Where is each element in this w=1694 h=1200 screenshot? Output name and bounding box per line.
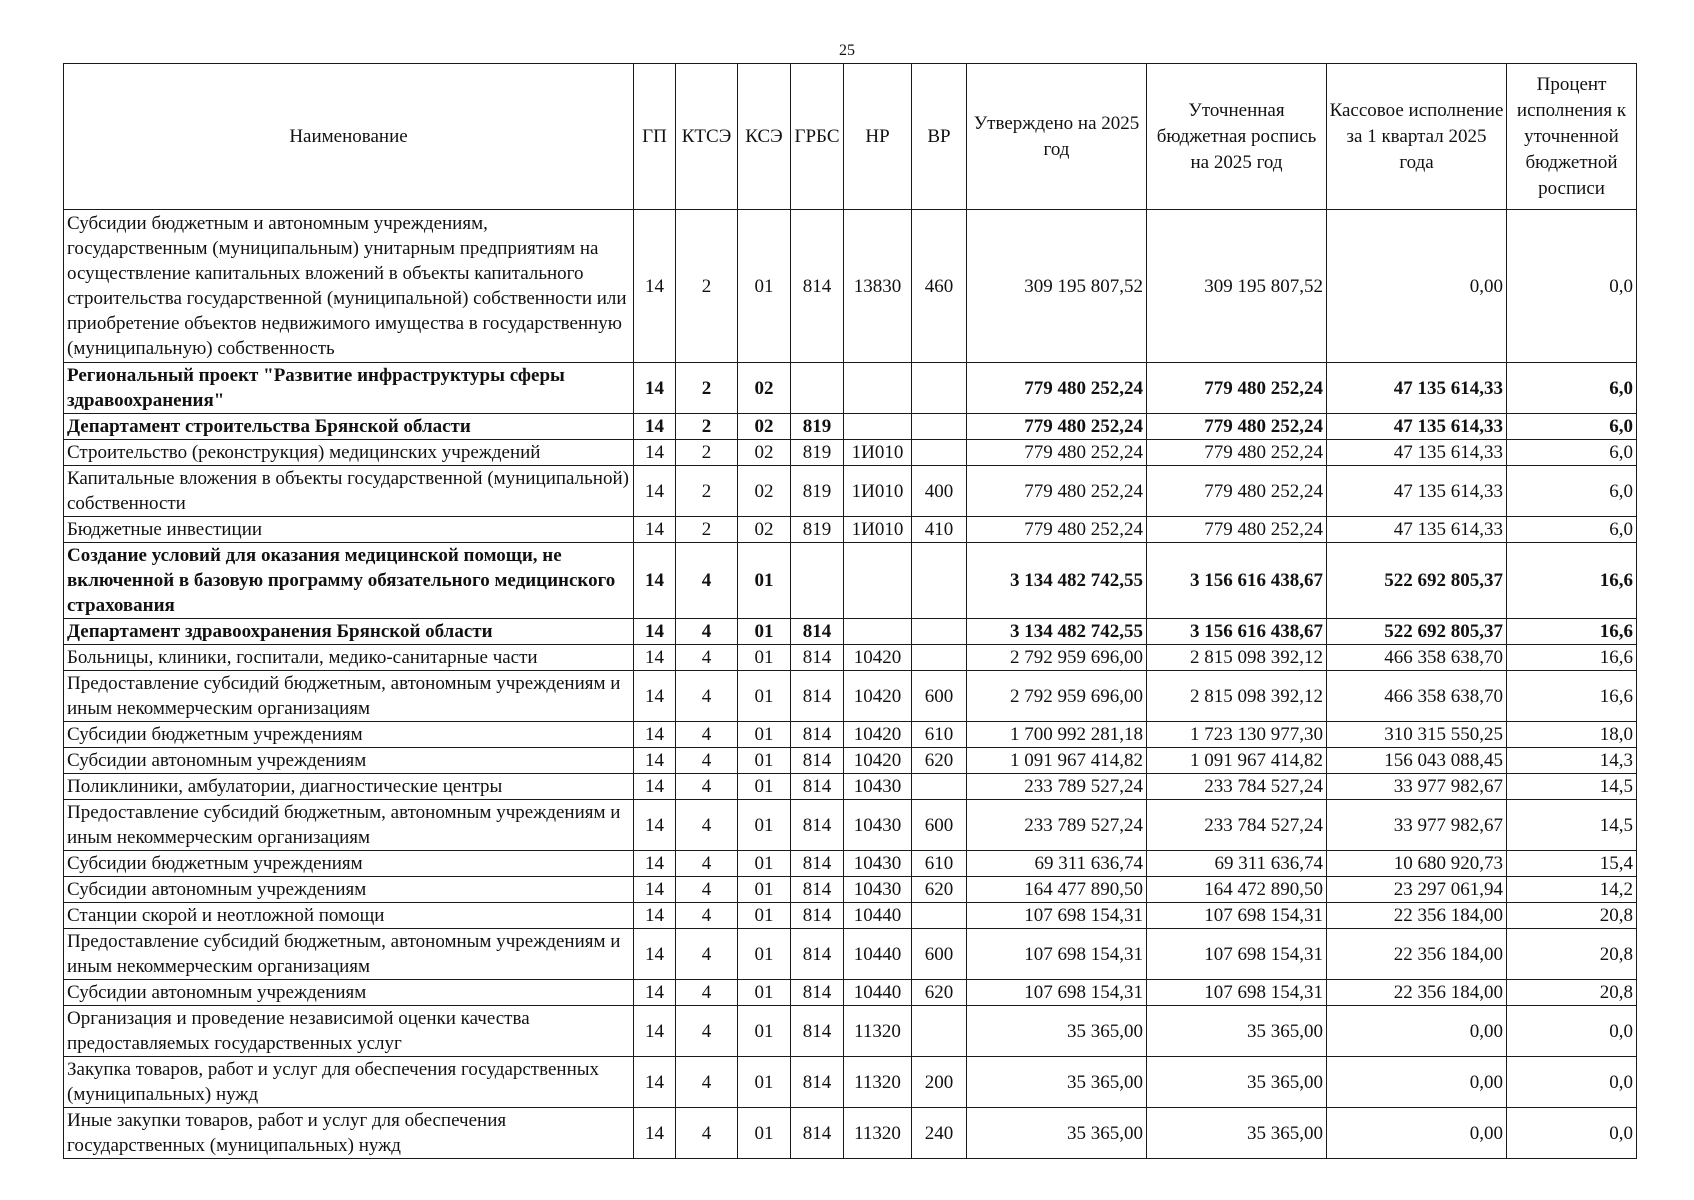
cell-gp: 14 <box>634 1006 676 1057</box>
cell-gp: 14 <box>634 722 676 748</box>
cell-refined: 233 784 527,24 <box>1147 800 1327 851</box>
cell-percent: 18,0 <box>1507 722 1637 748</box>
cell-refined: 2 815 098 392,12 <box>1147 645 1327 671</box>
cell-approved: 779 480 252,24 <box>967 363 1147 414</box>
cell-name: Региональный проект "Развитие инфраструктуры сферы здравоохранения" <box>64 363 634 414</box>
cell-vr: 600 <box>912 929 967 980</box>
cell-approved: 35 365,00 <box>967 1006 1147 1057</box>
cell-refined: 1 723 130 977,30 <box>1147 722 1327 748</box>
table-row <box>64 363 1637 414</box>
cell-approved: 107 698 154,31 <box>967 903 1147 929</box>
cell-approved: 1 700 992 281,18 <box>967 722 1147 748</box>
header-cash: Кассовое исполнение за 1 квартал 2025 года <box>1327 64 1507 210</box>
cell-approved: 779 480 252,24 <box>967 440 1147 466</box>
header-vr: ВР <box>912 64 967 210</box>
cell-cash: 33 977 982,67 <box>1327 800 1507 851</box>
cell-percent: 20,8 <box>1507 929 1637 980</box>
cell-percent: 16,6 <box>1507 671 1637 722</box>
cell-ktse: 4 <box>676 619 738 645</box>
table-row <box>64 1057 1637 1108</box>
cell-gp: 14 <box>634 543 676 619</box>
header-gp: ГП <box>634 64 676 210</box>
cell-vr <box>912 1006 967 1057</box>
cell-cash: 47 135 614,33 <box>1327 414 1507 440</box>
cell-gp: 14 <box>634 466 676 517</box>
cell-grbs: 814 <box>791 1108 844 1159</box>
cell-kse: 01 <box>738 1057 791 1108</box>
cell-grbs: 814 <box>791 645 844 671</box>
cell-name: Поликлиники, амбулатории, диагностические центры <box>64 774 634 800</box>
cell-percent: 20,8 <box>1507 980 1637 1006</box>
cell-name: Создание условий для оказания медицинской помощи, не включенной в базовую программу обязательного медицинского страхования <box>64 543 634 619</box>
cell-grbs: 814 <box>791 903 844 929</box>
cell-refined: 69 311 636,74 <box>1147 851 1327 877</box>
table-row <box>64 671 1637 722</box>
cell-cash: 47 135 614,33 <box>1327 363 1507 414</box>
cell-refined: 107 698 154,31 <box>1147 980 1327 1006</box>
table-row <box>64 619 1637 645</box>
cell-name: Предоставление субсидий бюджетным, автономным учреждениям и иным некоммерческим организациям <box>64 671 634 722</box>
cell-gp: 14 <box>634 440 676 466</box>
cell-gp: 14 <box>634 748 676 774</box>
header-refined: Уточненная бюджетная роспись на 2025 год <box>1147 64 1327 210</box>
cell-refined: 2 815 098 392,12 <box>1147 671 1327 722</box>
cell-ktse: 4 <box>676 722 738 748</box>
cell-percent: 14,5 <box>1507 800 1637 851</box>
cell-gp: 14 <box>634 929 676 980</box>
cell-gp: 14 <box>634 980 676 1006</box>
cell-gp: 14 <box>634 363 676 414</box>
cell-vr <box>912 645 967 671</box>
cell-cash: 522 692 805,37 <box>1327 619 1507 645</box>
cell-cash: 466 358 638,70 <box>1327 645 1507 671</box>
cell-ktse: 4 <box>676 748 738 774</box>
cell-approved: 1 091 967 414,82 <box>967 748 1147 774</box>
table-row <box>64 748 1637 774</box>
cell-approved: 2 792 959 696,00 <box>967 671 1147 722</box>
cell-refined: 1 091 967 414,82 <box>1147 748 1327 774</box>
cell-refined: 107 698 154,31 <box>1147 903 1327 929</box>
cell-vr: 600 <box>912 671 967 722</box>
cell-name: Бюджетные инвестиции <box>64 517 634 543</box>
header-nr: НР <box>844 64 912 210</box>
cell-gp: 14 <box>634 210 676 363</box>
cell-refined: 779 480 252,24 <box>1147 414 1327 440</box>
cell-ktse: 2 <box>676 466 738 517</box>
cell-gp: 14 <box>634 851 676 877</box>
cell-vr <box>912 903 967 929</box>
cell-ktse: 2 <box>676 517 738 543</box>
cell-vr: 240 <box>912 1108 967 1159</box>
cell-percent: 0,0 <box>1507 1108 1637 1159</box>
cell-refined: 309 195 807,52 <box>1147 210 1327 363</box>
cell-nr: 10420 <box>844 645 912 671</box>
cell-nr <box>844 363 912 414</box>
cell-vr: 610 <box>912 722 967 748</box>
cell-grbs: 814 <box>791 800 844 851</box>
cell-approved: 2 792 959 696,00 <box>967 645 1147 671</box>
cell-gp: 14 <box>634 619 676 645</box>
cell-nr: 10440 <box>844 903 912 929</box>
table-row <box>64 517 1637 543</box>
cell-percent: 6,0 <box>1507 466 1637 517</box>
cell-vr <box>912 414 967 440</box>
cell-grbs: 814 <box>791 210 844 363</box>
cell-grbs: 814 <box>791 851 844 877</box>
table-row <box>64 440 1637 466</box>
cell-cash: 310 315 550,25 <box>1327 722 1507 748</box>
cell-kse: 01 <box>738 543 791 619</box>
cell-grbs: 814 <box>791 619 844 645</box>
table-row <box>64 903 1637 929</box>
cell-approved: 779 480 252,24 <box>967 517 1147 543</box>
cell-kse: 01 <box>738 851 791 877</box>
cell-nr: 10430 <box>844 877 912 903</box>
cell-refined: 35 365,00 <box>1147 1057 1327 1108</box>
cell-nr: 10420 <box>844 671 912 722</box>
cell-cash: 522 692 805,37 <box>1327 543 1507 619</box>
table-row <box>64 722 1637 748</box>
cell-cash: 0,00 <box>1327 210 1507 363</box>
cell-name: Субсидии автономным учреждениям <box>64 980 634 1006</box>
cell-percent: 0,0 <box>1507 210 1637 363</box>
cell-approved: 3 134 482 742,55 <box>967 619 1147 645</box>
cell-approved: 164 477 890,50 <box>967 877 1147 903</box>
cell-gp: 14 <box>634 1108 676 1159</box>
cell-nr: 10420 <box>844 722 912 748</box>
cell-vr: 200 <box>912 1057 967 1108</box>
table-row <box>64 1108 1637 1159</box>
cell-refined: 35 365,00 <box>1147 1006 1327 1057</box>
cell-kse: 01 <box>738 748 791 774</box>
cell-grbs: 819 <box>791 517 844 543</box>
cell-ktse: 2 <box>676 440 738 466</box>
cell-refined: 779 480 252,24 <box>1147 440 1327 466</box>
cell-grbs: 814 <box>791 1006 844 1057</box>
cell-vr: 410 <box>912 517 967 543</box>
table-row <box>64 851 1637 877</box>
cell-kse: 01 <box>738 1108 791 1159</box>
cell-nr: 11320 <box>844 1006 912 1057</box>
cell-name: Субсидии бюджетным и автономным учреждениям, государственным (муниципальным) унитарным предприятиям на осуществление капитальных вложений в объекты капитального строительства государственной (муниципальной) собственности или приобретение объектов недвижимого имущества в государственную (муниципальную) собственность <box>64 210 634 363</box>
header-percent: Процент исполнения к уточненной бюджетной росписи <box>1507 64 1637 210</box>
cell-approved: 309 195 807,52 <box>967 210 1147 363</box>
cell-ktse: 2 <box>676 363 738 414</box>
cell-name: Субсидии автономным учреждениям <box>64 748 634 774</box>
cell-vr <box>912 363 967 414</box>
cell-ktse: 4 <box>676 1006 738 1057</box>
cell-vr <box>912 543 967 619</box>
cell-gp: 14 <box>634 800 676 851</box>
cell-nr: 10430 <box>844 800 912 851</box>
cell-vr: 610 <box>912 851 967 877</box>
cell-refined: 3 156 616 438,67 <box>1147 619 1327 645</box>
cell-refined: 35 365,00 <box>1147 1108 1327 1159</box>
cell-approved: 779 480 252,24 <box>967 414 1147 440</box>
cell-percent: 14,3 <box>1507 748 1637 774</box>
page-number: 25 <box>839 42 855 59</box>
cell-nr: 10430 <box>844 851 912 877</box>
cell-kse: 01 <box>738 800 791 851</box>
cell-cash: 10 680 920,73 <box>1327 851 1507 877</box>
cell-cash: 23 297 061,94 <box>1327 877 1507 903</box>
cell-name: Закупка товаров, работ и услуг для обеспечения государственных (муниципальных) нужд <box>64 1057 634 1108</box>
cell-kse: 01 <box>738 1006 791 1057</box>
cell-name: Предоставление субсидий бюджетным, автономным учреждениям и иным некоммерческим организациям <box>64 929 634 980</box>
cell-ktse: 2 <box>676 414 738 440</box>
cell-nr <box>844 619 912 645</box>
cell-cash: 22 356 184,00 <box>1327 980 1507 1006</box>
cell-name: Иные закупки товаров, работ и услуг для обеспечения государственных (муниципальных) нужд <box>64 1108 634 1159</box>
cell-kse: 02 <box>738 517 791 543</box>
cell-grbs: 814 <box>791 774 844 800</box>
cell-kse: 02 <box>738 363 791 414</box>
table-row <box>64 543 1637 619</box>
header-approved: Утверждено на 2025 год <box>967 64 1147 210</box>
header-grbs: ГРБС <box>791 64 844 210</box>
cell-ktse: 4 <box>676 543 738 619</box>
cell-percent: 14,2 <box>1507 877 1637 903</box>
cell-gp: 14 <box>634 1057 676 1108</box>
cell-cash: 0,00 <box>1327 1057 1507 1108</box>
cell-grbs <box>791 543 844 619</box>
cell-cash: 47 135 614,33 <box>1327 517 1507 543</box>
cell-approved: 107 698 154,31 <box>967 929 1147 980</box>
cell-grbs: 814 <box>791 722 844 748</box>
cell-refined: 233 784 527,24 <box>1147 774 1327 800</box>
cell-cash: 33 977 982,67 <box>1327 774 1507 800</box>
cell-kse: 01 <box>738 645 791 671</box>
cell-grbs: 819 <box>791 414 844 440</box>
cell-refined: 107 698 154,31 <box>1147 929 1327 980</box>
cell-refined: 779 480 252,24 <box>1147 517 1327 543</box>
cell-vr <box>912 619 967 645</box>
cell-name: Капитальные вложения в объекты государственной (муниципальной) собственности <box>64 466 634 517</box>
cell-ktse: 4 <box>676 877 738 903</box>
cell-nr: 1И010 <box>844 517 912 543</box>
cell-ktse: 4 <box>676 645 738 671</box>
cell-grbs: 814 <box>791 877 844 903</box>
cell-name: Больницы, клиники, госпитали, медико-санитарные части <box>64 645 634 671</box>
table-row <box>64 980 1637 1006</box>
cell-vr <box>912 440 967 466</box>
table-row <box>64 414 1637 440</box>
cell-vr: 620 <box>912 748 967 774</box>
cell-percent: 6,0 <box>1507 440 1637 466</box>
cell-gp: 14 <box>634 774 676 800</box>
cell-percent: 6,0 <box>1507 363 1637 414</box>
cell-grbs: 814 <box>791 748 844 774</box>
cell-gp: 14 <box>634 645 676 671</box>
cell-vr: 600 <box>912 800 967 851</box>
cell-grbs: 819 <box>791 440 844 466</box>
cell-refined: 3 156 616 438,67 <box>1147 543 1327 619</box>
cell-ktse: 4 <box>676 774 738 800</box>
cell-name: Субсидии бюджетным учреждениям <box>64 722 634 748</box>
cell-name: Предоставление субсидий бюджетным, автономным учреждениям и иным некоммерческим организациям <box>64 800 634 851</box>
cell-kse: 01 <box>738 774 791 800</box>
cell-name: Строительство (реконструкция) медицинских учреждений <box>64 440 634 466</box>
cell-name: Субсидии бюджетным учреждениям <box>64 851 634 877</box>
cell-ktse: 4 <box>676 980 738 1006</box>
cell-gp: 14 <box>634 903 676 929</box>
cell-cash: 0,00 <box>1327 1108 1507 1159</box>
table-row <box>64 774 1637 800</box>
cell-ktse: 4 <box>676 851 738 877</box>
cell-cash: 22 356 184,00 <box>1327 929 1507 980</box>
cell-name: Субсидии автономным учреждениям <box>64 877 634 903</box>
cell-ktse: 4 <box>676 929 738 980</box>
cell-refined: 779 480 252,24 <box>1147 363 1327 414</box>
table-row <box>64 929 1637 980</box>
cell-ktse: 4 <box>676 671 738 722</box>
header-kse: КСЭ <box>738 64 791 210</box>
cell-gp: 14 <box>634 414 676 440</box>
cell-approved: 35 365,00 <box>967 1057 1147 1108</box>
cell-nr: 10440 <box>844 929 912 980</box>
cell-kse: 01 <box>738 619 791 645</box>
table-row <box>64 210 1637 363</box>
cell-refined: 164 472 890,50 <box>1147 877 1327 903</box>
cell-nr: 1И010 <box>844 440 912 466</box>
cell-percent: 0,0 <box>1507 1057 1637 1108</box>
cell-grbs: 814 <box>791 671 844 722</box>
cell-approved: 3 134 482 742,55 <box>967 543 1147 619</box>
cell-percent: 6,0 <box>1507 414 1637 440</box>
cell-cash: 156 043 088,45 <box>1327 748 1507 774</box>
header-row <box>64 64 1637 210</box>
cell-gp: 14 <box>634 877 676 903</box>
cell-vr: 620 <box>912 980 967 1006</box>
cell-percent: 0,0 <box>1507 1006 1637 1057</box>
cell-gp: 14 <box>634 671 676 722</box>
cell-approved: 35 365,00 <box>967 1108 1147 1159</box>
table-row <box>64 800 1637 851</box>
table-row <box>64 877 1637 903</box>
cell-kse: 01 <box>738 903 791 929</box>
cell-nr: 10420 <box>844 748 912 774</box>
cell-vr <box>912 774 967 800</box>
cell-kse: 01 <box>738 671 791 722</box>
cell-name: Станции скорой и неотложной помощи <box>64 903 634 929</box>
header-ktse: КТСЭ <box>676 64 738 210</box>
cell-approved: 107 698 154,31 <box>967 980 1147 1006</box>
cell-kse: 01 <box>738 929 791 980</box>
cell-ktse: 4 <box>676 903 738 929</box>
cell-nr: 13830 <box>844 210 912 363</box>
cell-ktse: 2 <box>676 210 738 363</box>
cell-nr: 1И010 <box>844 466 912 517</box>
cell-nr: 10440 <box>844 980 912 1006</box>
cell-nr <box>844 543 912 619</box>
cell-grbs: 814 <box>791 1057 844 1108</box>
cell-ktse: 4 <box>676 800 738 851</box>
cell-cash: 47 135 614,33 <box>1327 466 1507 517</box>
cell-cash: 22 356 184,00 <box>1327 903 1507 929</box>
cell-kse: 02 <box>738 414 791 440</box>
cell-nr: 11320 <box>844 1108 912 1159</box>
cell-name: Организация и проведение независимой оценки качества предоставляемых государственных услуг <box>64 1006 634 1057</box>
cell-approved: 233 789 527,24 <box>967 800 1147 851</box>
cell-refined: 779 480 252,24 <box>1147 466 1327 517</box>
cell-percent: 20,8 <box>1507 903 1637 929</box>
table-row <box>64 466 1637 517</box>
cell-ktse: 4 <box>676 1057 738 1108</box>
budget-table <box>63 63 1637 1159</box>
cell-kse: 02 <box>738 440 791 466</box>
cell-grbs: 814 <box>791 980 844 1006</box>
cell-nr <box>844 414 912 440</box>
cell-vr: 460 <box>912 210 967 363</box>
header-name: Наименование <box>64 64 634 210</box>
cell-percent: 6,0 <box>1507 517 1637 543</box>
cell-name: Департамент строительства Брянской области <box>64 414 634 440</box>
cell-percent: 16,6 <box>1507 543 1637 619</box>
cell-gp: 14 <box>634 517 676 543</box>
cell-approved: 779 480 252,24 <box>967 466 1147 517</box>
cell-ktse: 4 <box>676 1108 738 1159</box>
table-row <box>64 645 1637 671</box>
cell-name: Департамент здравоохранения Брянской области <box>64 619 634 645</box>
cell-cash: 0,00 <box>1327 1006 1507 1057</box>
cell-percent: 16,6 <box>1507 619 1637 645</box>
cell-vr: 400 <box>912 466 967 517</box>
cell-grbs <box>791 363 844 414</box>
cell-kse: 01 <box>738 210 791 363</box>
cell-grbs: 814 <box>791 929 844 980</box>
cell-kse: 01 <box>738 877 791 903</box>
cell-nr: 10430 <box>844 774 912 800</box>
cell-approved: 69 311 636,74 <box>967 851 1147 877</box>
cell-grbs: 819 <box>791 466 844 517</box>
cell-cash: 47 135 614,33 <box>1327 440 1507 466</box>
cell-percent: 14,5 <box>1507 774 1637 800</box>
cell-kse: 01 <box>738 980 791 1006</box>
cell-kse: 02 <box>738 466 791 517</box>
cell-vr: 620 <box>912 877 967 903</box>
cell-cash: 466 358 638,70 <box>1327 671 1507 722</box>
table-row <box>64 1006 1637 1057</box>
cell-nr: 11320 <box>844 1057 912 1108</box>
cell-approved: 233 789 527,24 <box>967 774 1147 800</box>
cell-percent: 15,4 <box>1507 851 1637 877</box>
cell-kse: 01 <box>738 722 791 748</box>
cell-percent: 16,6 <box>1507 645 1637 671</box>
